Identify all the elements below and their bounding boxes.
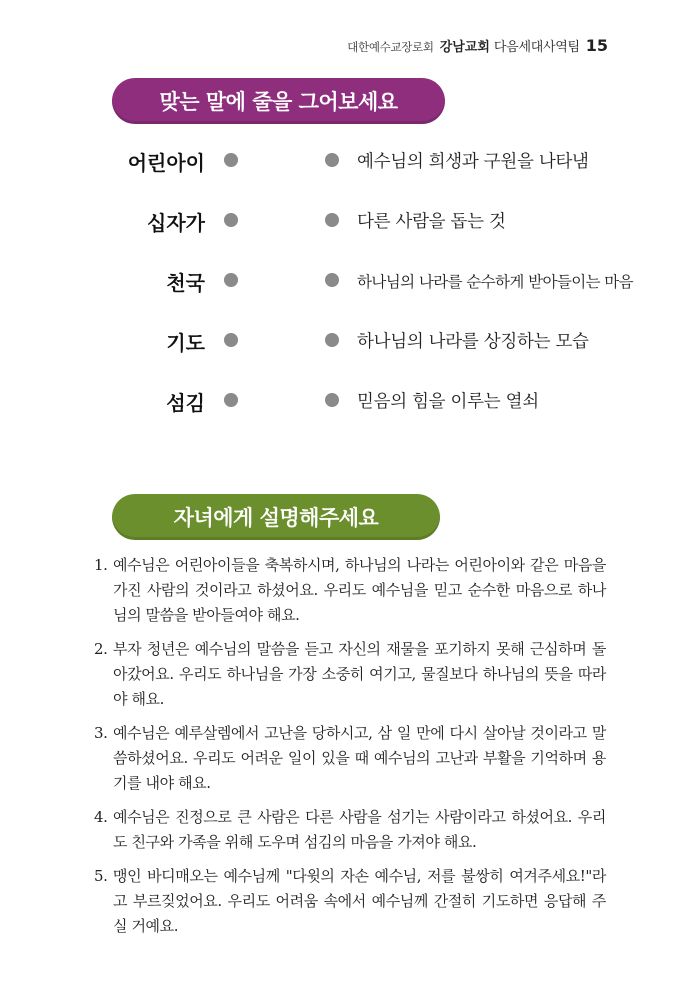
header-church: 강남교회: [439, 40, 490, 55]
match-row: [0, 140, 700, 180]
match-right-text: 예수님의 희생과 구원을 나타냄: [357, 152, 589, 172]
match-left-word: 어린아이: [127, 151, 205, 175]
list-item: [94, 805, 606, 855]
left-connector-dot: [224, 213, 238, 227]
item-text: 예수님은 예루살렘에서 고난을 당하시고, 삼 일 만에 다시 살아날 것이라고 말씀하셨어요. 우리도 어려운 일이 있을 때 예수님의 고난과 부활을 기억하며 용기를 내야 해요.: [113, 724, 606, 792]
match-row: [0, 260, 700, 300]
match-left-word: 십자가: [147, 211, 205, 235]
list-item: [94, 721, 606, 796]
item-number: 5.: [94, 867, 108, 885]
left-connector-dot: [224, 393, 238, 407]
explanation-list: [94, 553, 606, 948]
item-number: 4.: [94, 808, 108, 826]
item-text: 맹인 바디매오는 예수님께 "다윗의 자손 예수님, 저를 불쌍히 여겨주세요!"라고 부르짖었어요. 우리도 어려움 속에서 예수님께 간절히 기도하면 응답해 주실 거예요.: [113, 867, 606, 935]
item-text: 부자 청년은 예수님의 말씀을 듣고 자신의 재물을 포기하지 못해 근심하며 돌아갔어요. 우리도 하나님을 가장 소중히 여기고, 물질보다 하나님의 뜻을 따라야 해요.: [113, 640, 606, 708]
item-number: 1.: [94, 556, 108, 574]
match-left-word: 기도: [166, 331, 205, 355]
item-number: 3.: [94, 724, 108, 742]
match-right-text: 하나님의 나라를 순수하게 받아들이는 마음: [357, 273, 634, 291]
match-left-word: 천국: [166, 271, 205, 295]
matching-section-title: 맞는 말에 줄을 그어보세요: [112, 78, 445, 124]
list-item: [94, 864, 606, 939]
match-row: [0, 380, 700, 420]
match-row: [0, 320, 700, 360]
header-department: 다음세대사역팀: [493, 40, 580, 55]
match-row: [0, 200, 700, 240]
item-number: 2.: [94, 640, 108, 658]
item-text: 예수님은 진정으로 큰 사람은 다른 사람을 섬기는 사람이라고 하셨어요. 우리도 친구와 가족을 위해 도우며 섬김의 마음을 가져야 해요.: [113, 808, 606, 851]
right-connector-dot: [325, 153, 339, 167]
left-connector-dot: [224, 153, 238, 167]
match-right-text: 믿음의 힘을 이루는 열쇠: [357, 392, 539, 412]
right-connector-dot: [325, 393, 339, 407]
list-item: [94, 553, 606, 628]
match-right-text: 다른 사람을 돕는 것: [357, 212, 506, 232]
right-connector-dot: [325, 273, 339, 287]
match-right-text: 하나님의 나라를 상징하는 모습: [357, 332, 589, 352]
explain-section-title: 자녀에게 설명해주세요: [112, 494, 440, 540]
page-number: 15: [585, 36, 608, 55]
right-connector-dot: [325, 213, 339, 227]
left-connector-dot: [224, 273, 238, 287]
item-text: 예수님은 어린아이들을 축복하시며, 하나님의 나라는 어린아이와 같은 마음을 가진 사람의 것이라고 하셨어요. 우리도 예수님을 믿고 순수한 마음으로 하나님의 말씀을 받아들여야 해요.: [113, 556, 606, 624]
left-connector-dot: [224, 333, 238, 347]
list-item: [94, 637, 606, 712]
right-connector-dot: [325, 333, 339, 347]
header-organization: 대한예수교장로회: [347, 40, 434, 54]
match-left-word: 섬김: [166, 391, 205, 415]
page-header: [347, 36, 608, 55]
